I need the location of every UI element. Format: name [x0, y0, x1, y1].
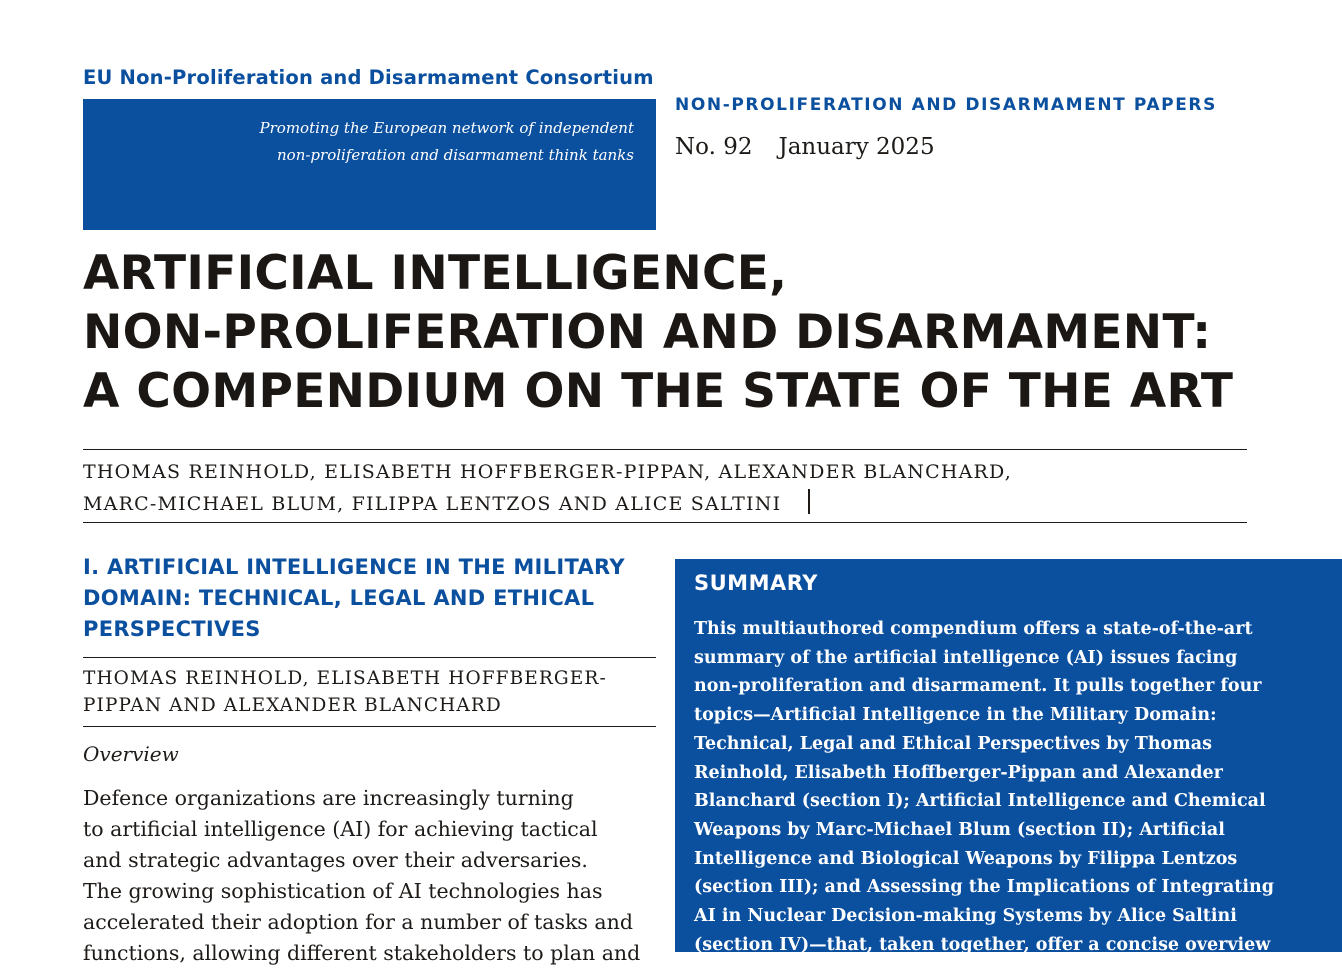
summary-line: (section III); and Assessing the Implications of Integrating	[694, 877, 1274, 898]
summary-line: Blanchard (section I); Artificial Intelligence and Chemical	[694, 791, 1266, 812]
summary-line: Weapons by Marc-Michael Blum (section II); Artificial	[694, 819, 1225, 840]
summary-line: topics—Artificial Intelligence in the Military Domain:	[694, 705, 1217, 726]
section-heading-line: DOMAIN: TECHNICAL, LEGAL AND ETHICAL	[83, 586, 595, 610]
summary-heading: SUMMARY	[694, 571, 818, 595]
series-title: NON-PROLIFERATION AND DISARMAMENT PAPERS	[675, 95, 1217, 115]
body-line: to artificial intelligence (AI) for achieving tactical	[83, 817, 598, 841]
tagline-line: non-proliferation and disarmament think tanks	[277, 146, 634, 164]
summary-line: Technical, Legal and Ethical Perspectives by Thomas	[694, 733, 1212, 754]
section-authors	[83, 665, 607, 719]
summary-line: Intelligence and Biological Weapons by Filippa Lentzos	[694, 848, 1238, 869]
author-line: THOMAS REINHOLD, ELISABETH HOFFBERGER-PIPPAN, ALEXANDER BLANCHARD,	[83, 461, 1013, 483]
divider	[83, 657, 656, 658]
issue-date: January 2025	[778, 134, 935, 160]
overview-subheading: Overview	[83, 742, 179, 766]
title-line: ARTIFICIAL INTELLIGENCE,	[83, 246, 788, 301]
title-line: A COMPENDIUM ON THE STATE OF THE ART	[83, 364, 1234, 419]
section-author-line: PIPPAN AND ALEXANDER BLANCHARD	[83, 695, 502, 716]
summary-line: summary of the artificial intelligence (AI) issues facing	[694, 647, 1238, 668]
summary-line: non-proliferation and disarmament. It pulls together four	[694, 676, 1262, 697]
text-cursor	[808, 489, 810, 514]
body-line: and strategic advantages over their adversaries.	[83, 848, 588, 872]
summary-line: AI in Nuclear Decision-making Systems by Alice Saltini	[694, 906, 1237, 927]
summary-line: (section IV)—that, taken together, offer a concise overview	[694, 934, 1271, 955]
section-heading-line: I. ARTIFICIAL INTELLIGENCE IN THE MILITARY	[83, 555, 625, 579]
section-heading	[83, 552, 658, 645]
paper-title	[83, 244, 1283, 421]
body-line: Defence organizations are increasingly turning	[83, 786, 574, 810]
section-author-line: THOMAS REINHOLD, ELISABETH HOFFBERGER-	[83, 668, 607, 689]
summary-text	[694, 615, 1334, 959]
divider	[83, 522, 1247, 523]
tagline-line: Promoting the European network of independent	[259, 119, 634, 137]
body-line: The growing sophistication of AI technologies has	[83, 879, 603, 903]
divider	[83, 726, 656, 727]
brand-banner	[83, 99, 656, 230]
summary-line: Reinhold, Elisabeth Hoffberger-Pippan and Alexander	[694, 762, 1223, 783]
summary-line: This multiauthored compendium offers a state-of-the-art	[694, 619, 1253, 639]
divider	[83, 449, 1247, 450]
author-list	[83, 456, 1012, 520]
author-line: MARC-MICHAEL BLUM, FILIPPA LENTZOS AND ALICE SALTINI	[83, 493, 782, 515]
consortium-name: EU Non-Proliferation and Disarmament Consortium	[83, 66, 654, 89]
body-text	[83, 783, 658, 969]
body-line: functions, allowing different stakeholders to plan and	[83, 941, 641, 965]
issue-info	[675, 134, 961, 160]
issue-number: No. 92	[675, 134, 753, 160]
summary-box	[675, 559, 1342, 955]
section-heading-line: PERSPECTIVES	[83, 617, 261, 641]
title-line: NON-PROLIFERATION AND DISARMAMENT:	[83, 305, 1212, 360]
body-line: accelerated their adoption for a number of tasks and	[83, 910, 633, 934]
tagline	[260, 115, 634, 169]
